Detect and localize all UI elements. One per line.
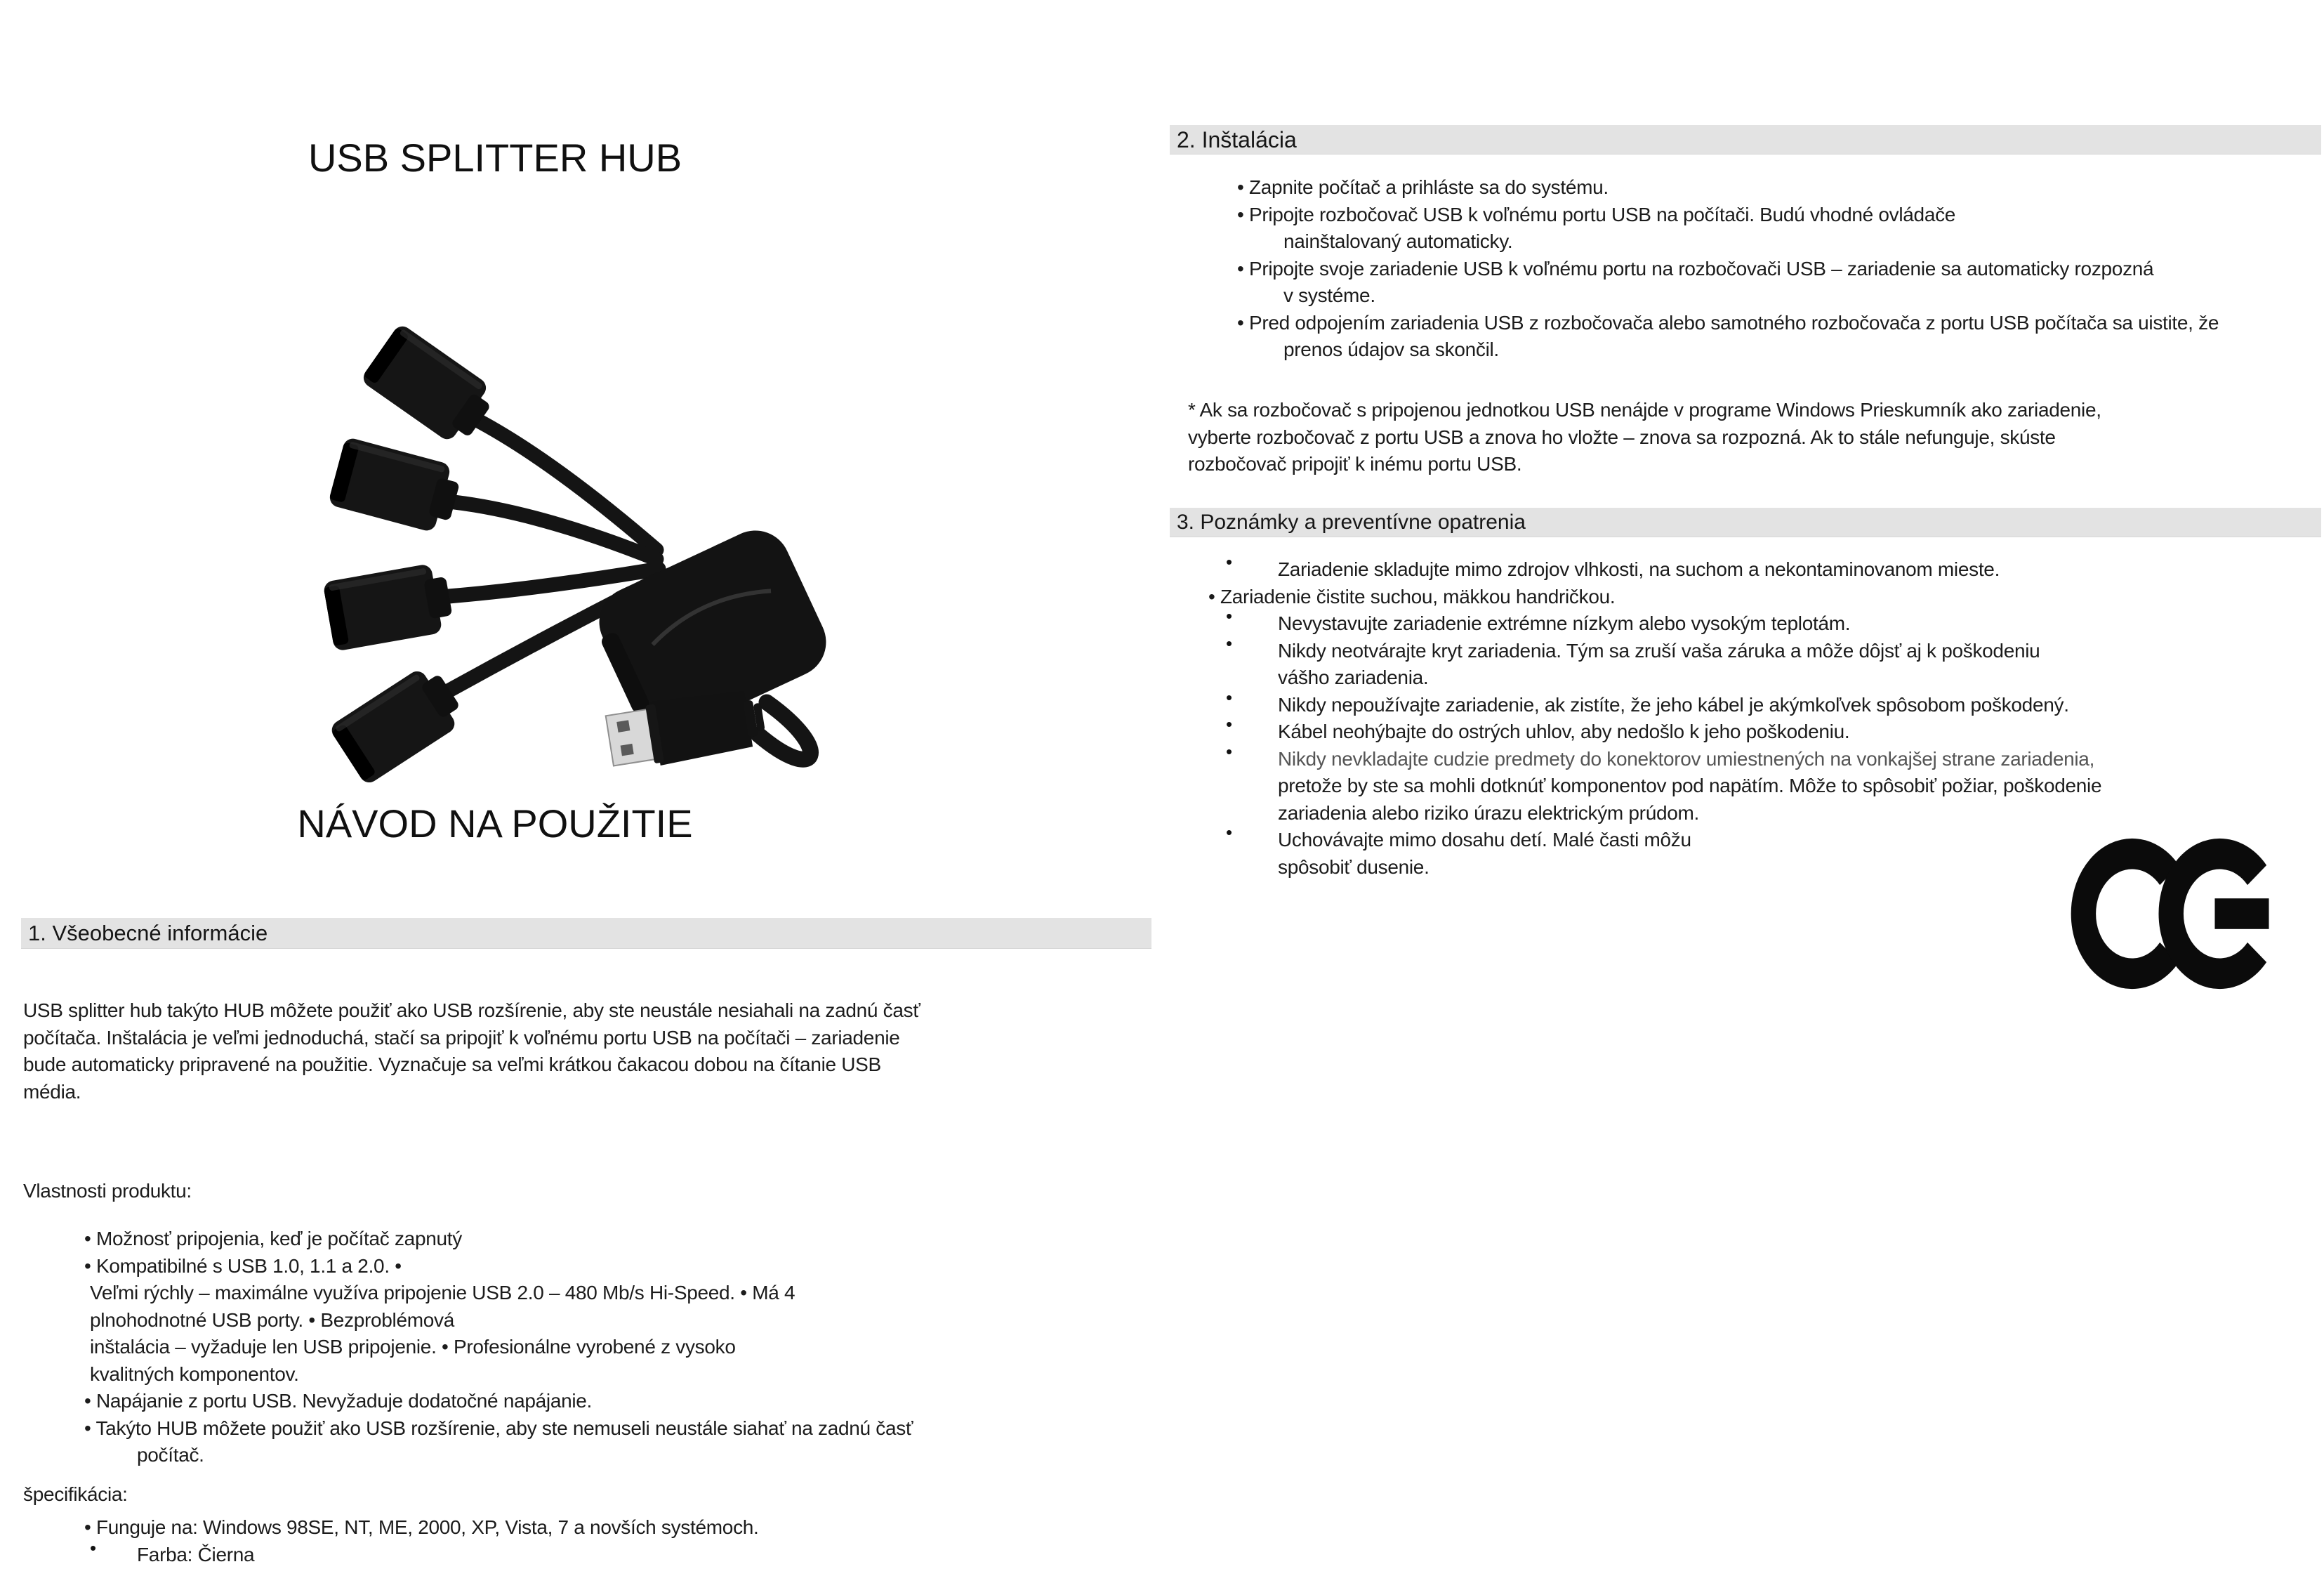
feature-line: Veľmi rýchly – maximálne využíva pripojenie USB 2.0 – 480 Mb/s Hi-Speed. • Má 4 (90, 1282, 795, 1304)
install-line: • Pred odpojením zariadenia USB z rozbočovača alebo samotného rozbočovača z portu USB počítača sa uistite, že (1237, 311, 2219, 334)
feature-line: • Kompatibilné s USB 1.0, 1.1 a 2.0. • (84, 1254, 402, 1277)
precaution-line: vášho zariadenia. (1278, 666, 1429, 688)
ce-mark-icon (2070, 837, 2282, 990)
install-line: • Pripojte svoje zariadenie USB k voľnému portu na rozbočovači USB – zariadenie sa automaticky rozpozná (1237, 257, 2154, 280)
features-list (84, 1226, 1081, 1469)
bullet-glyph: • (1226, 686, 1232, 708)
bullet-glyph: • (1226, 714, 1232, 735)
spec-line-text: Farba: Čierna (137, 1543, 255, 1565)
precaution-line: Zariadenie skladujte mimo zdrojov vlhkosti, na suchom a nekontaminovanom mieste. (1278, 558, 2000, 580)
spec-line (84, 1537, 1081, 1569)
page-subtitle: NÁVOD NA POUŽITIE (297, 801, 693, 846)
feature-line: inštalácia – vyžaduje len USB pripojenie. • Profesionálne vyrobené z vysoko (90, 1336, 736, 1358)
bullet-glyph: • (1226, 551, 1232, 572)
troubleshooting-note (1188, 397, 2318, 478)
section-header-notes-precautions: 3. Poznámky a preventívne opatrenia (1170, 508, 2321, 537)
precaution-line: zariadenia alebo riziko úrazu elektrickým prúdom. (1278, 801, 1700, 824)
precaution-line: Kábel neohýbajte do ostrých uhlov, aby nedošlo k jeho poškodeniu. (1278, 721, 1850, 742)
feature-line: plnohodnotné USB porty. • Bezproblémová (90, 1308, 455, 1331)
spec-line: • Funguje na: Windows 98SE, NT, ME, 2000, XP, Vista, 7 a novších systémoch. (84, 1516, 759, 1538)
paragraph-line: počítača. Inštalácia je veľmi jednoduchá, stačí sa pripojiť k voľnému portu USB na počítači – zariadenie (23, 1026, 900, 1049)
paragraph-line: média. (23, 1080, 81, 1103)
precautions-list (1208, 551, 2321, 881)
precaution-line: Nikdy neotvárajte kryt zariadenia. Tým sa zruší vaša záruka a môže dôjsť aj k poškodeniu (1278, 639, 2040, 662)
precaution-line: Uchovávajte mimo dosahu detí. Malé časti môžu (1278, 829, 1691, 851)
section-header-installation: 2. Inštalácia (1170, 125, 2321, 155)
features-label: Vlastnosti produktu: (23, 1180, 192, 1202)
note-line: vyberte rozbočovač z portu USB a znova ho vložte – znova sa rozpozná. Ak to stále nefunguje, skúste (1188, 426, 2056, 448)
paragraph-line: USB splitter hub takýto HUB môžete použiť ako USB rozšírenie, aby ste neustále nesiahali na zadnú časť (23, 999, 920, 1021)
precaution-line: Nikdy nepoužívajte zariadenie, ak zistíte, že jeho kábel je akýmkoľvek spôsobom poškodený. (1278, 693, 2069, 716)
precaution-line: • Zariadenie čistite suchou, mäkkou handričkou. (1208, 585, 1616, 608)
installation-list (1237, 174, 2324, 364)
install-line: • Pripojte rozbočovač USB k voľnému portu USB na počítači. Budú vhodné ovládače (1237, 203, 1956, 225)
precaution-line: spôsobiť dusenie. (1278, 855, 1430, 878)
spec-list (84, 1514, 1081, 1568)
feature-line: • Napájanie z portu USB. Nevyžaduje dodatočné napájanie. (84, 1390, 593, 1412)
section-header-general-info: 1. Všeobecné informácie (21, 918, 1151, 949)
precaution-line: Nevystavujte zariadenie extrémne nízkym alebo vysokým teplotám. (1278, 612, 1851, 634)
bullet-glyph: • (1226, 632, 1232, 654)
page-title: USB SPLITTER HUB (308, 136, 682, 180)
note-line: rozbočovač pripojiť k inému portu USB. (1188, 453, 1522, 475)
bullet-glyph: • (1226, 605, 1232, 626)
bullet-glyph: • (1226, 740, 1232, 762)
install-line: nainštalovaný automaticky. (1283, 230, 1513, 252)
spec-label: špecifikácia: (23, 1483, 128, 1505)
feature-line: • Možnosť pripojenia, keď je počítač zapnutý (84, 1228, 462, 1249)
feature-line: kvalitných komponentov. (90, 1362, 299, 1385)
paragraph-line: bude automaticky pripravené na použitie. Vyznačuje sa veľmi krátkou čakacou dobou na čítanie USB (23, 1053, 881, 1075)
precaution-item (1226, 740, 2321, 827)
install-line: prenos údajov sa skončil. (1283, 339, 1499, 360)
precaution-item (1208, 584, 2321, 611)
bullet-glyph: • (1226, 822, 1232, 843)
precaution-line: Nikdy nevkladajte cudzie predmety do konektorov umiestnených na vonkajšej strane zariadenia, (1278, 747, 2095, 770)
precaution-item (1226, 714, 2321, 746)
feature-line: • Takýto HUB môžete použiť ako USB rozšírenie, aby ste nemuseli neustále siahať na zadnú časť (84, 1417, 913, 1439)
install-line: v systéme. (1283, 284, 1375, 306)
precaution-item (1226, 632, 2321, 692)
install-line: • Zapnite počítač a prihláste sa do systému. (1237, 176, 1609, 198)
note-line: * Ak sa rozbočovač s pripojenou jednotkou USB nenájde v programe Windows Prieskumník ako zariadenie, (1188, 399, 2101, 421)
bullet-glyph: • (90, 1537, 96, 1558)
product-photo-usb-splitter-hub-icon (302, 294, 934, 797)
precaution-item (1226, 605, 2321, 638)
precaution-item (1226, 686, 2321, 719)
general-info-paragraph (23, 997, 1076, 1105)
precaution-item (1226, 551, 2321, 584)
precaution-line: pretože by ste sa mohli dotknúť komponentov pod napätím. Môže to spôsobiť požiar, poškodenie (1278, 775, 2102, 796)
feature-line: počítač. (137, 1444, 204, 1466)
